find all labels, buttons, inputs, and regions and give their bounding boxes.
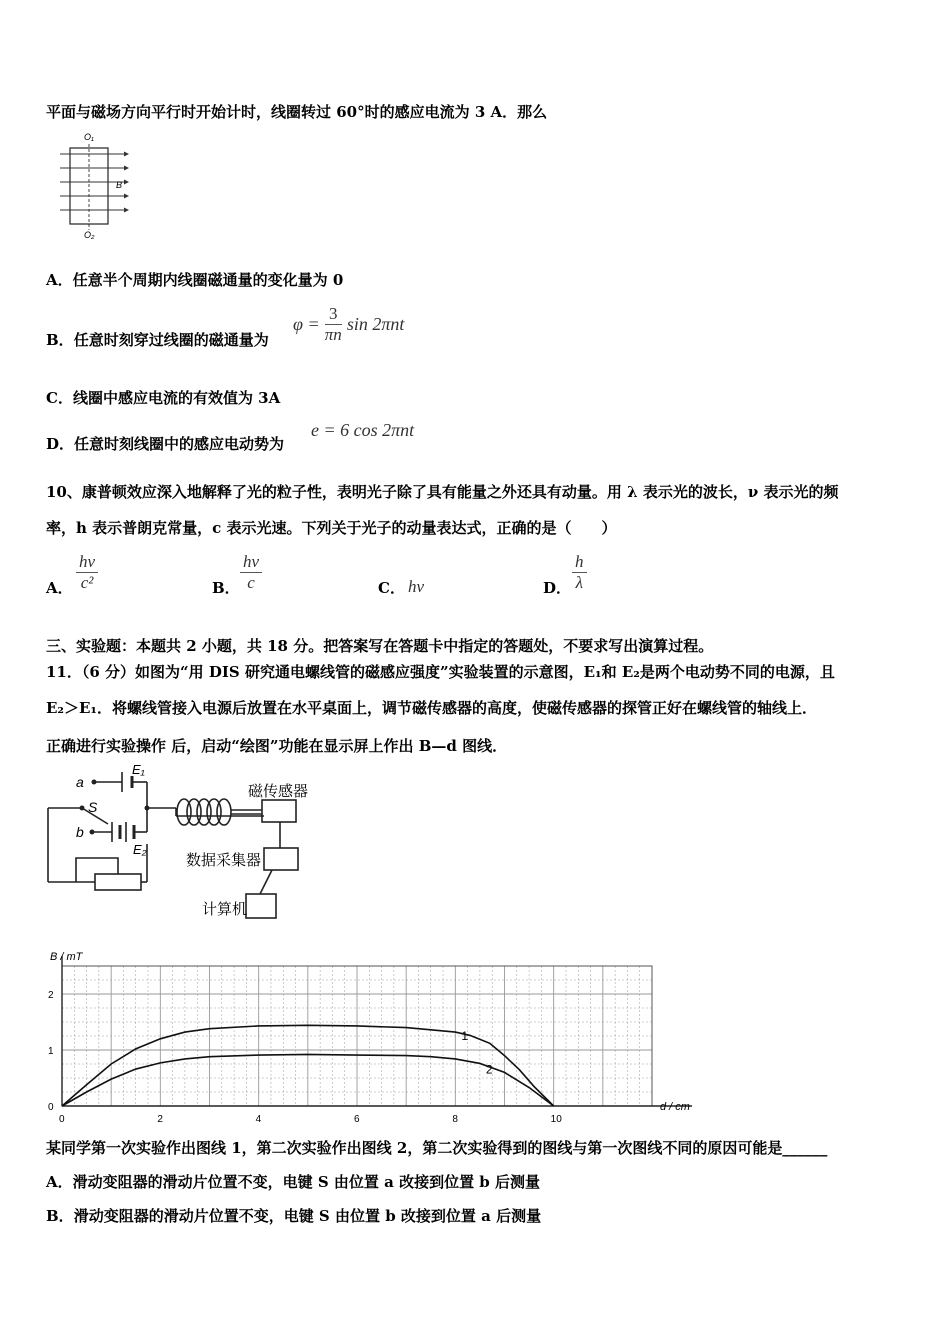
q11-option-b: B．滑动变阻器的滑动片位置不变，电键 S 由位置 b 改接到位置 a 后测量 xyxy=(46,1207,542,1225)
collector-label: 数据采集器 xyxy=(186,852,262,869)
solenoid xyxy=(177,799,262,825)
terminal-a xyxy=(92,780,97,785)
sensor-label: 磁传感器 xyxy=(248,783,309,800)
q9-option-d-formula: e = 6 cos 2πnt xyxy=(311,420,415,440)
q10-option-c-expr: hν xyxy=(408,577,425,596)
circuit-label-a: a xyxy=(76,774,84,790)
terminal-b xyxy=(90,830,95,835)
b-label: B xyxy=(116,180,123,190)
o1-label: O₁ xyxy=(84,132,94,142)
y-tick-label: 0 xyxy=(48,1102,54,1113)
q11-question: 某同学第一次实验作出图线 1，第二次实验作出图线 2，第二次实验得到的图线与第一次图线不同的原因可能是______ xyxy=(46,1139,828,1157)
x-tick-label: 8 xyxy=(452,1114,458,1125)
o2-label: O₂ xyxy=(84,230,95,240)
circuit-label-e1: E₁ xyxy=(132,762,145,777)
y-tick-label: 2 xyxy=(48,990,54,1001)
q9-option-d: D．任意时刻线圈中的感应电动势为 xyxy=(46,435,285,453)
q9-intro: 平面与磁场方向平行时开始计时，线圈转过 60°时的感应电流为 3 A．那么 xyxy=(46,103,548,121)
section-heading: 三、实验题：本题共 2 小题，共 18 分。把答案写在答题卡中指定的答题处，不要求写出演算过程。 xyxy=(46,637,714,655)
q10-option-b-label: B． xyxy=(212,579,240,597)
b-d-chart xyxy=(40,946,710,1132)
x-tick-label: 6 xyxy=(354,1114,360,1125)
series-label-2: 2 xyxy=(485,1062,493,1077)
q9-option-c: C．线圈中感应电流的有效值为 3A xyxy=(46,389,281,407)
answer-blank: ______ xyxy=(782,1139,828,1157)
x-tick-label: 0 xyxy=(59,1114,65,1125)
q10-option-d-label: D． xyxy=(543,579,572,597)
coil-figure xyxy=(56,128,136,240)
q11-line2: E₂＞E₁．将螺线管接入电源后放置在水平桌面上，调节磁传感器的高度，使磁传感器的探管正好在螺线管的轴线上． xyxy=(46,699,818,717)
q11-line1: 11．（6 分）如图为“用 DIS 研究通电螺线管的磁感应强度”实验装置的示意图，E₁和 E₂是两个电动势不同的电源，且 xyxy=(46,663,835,681)
x-axis-label: d / cm xyxy=(660,1101,690,1113)
circuit-label-s: S xyxy=(88,799,98,815)
q10-line2: 率，h 表示普朗克常量，c 表示光速。下列关于光子的动量表达式，正确的是（ ） xyxy=(46,519,617,537)
q11-option-a: A．滑动变阻器的滑动片位置不变，电键 S 由位置 a 改接到位置 b 后测量 xyxy=(46,1173,541,1191)
q10-option-a-label: A． xyxy=(46,579,73,597)
q9-option-b-formula: φ = $\frac{3}{\pi n}$ sin 2πnt xyxy=(293,304,405,344)
x-tick-label: 2 xyxy=(157,1114,163,1125)
q9-option-a: A．任意半个周期内线圈磁通量的变化量为 0 xyxy=(46,271,344,289)
switch-pivot xyxy=(80,806,85,811)
q10-option-d-expr: $\frac{h}{\lambda}$ xyxy=(572,552,587,593)
circuit-diagram xyxy=(40,762,330,928)
q9-option-b: B．任意时刻穿过线圈的磁通量为 xyxy=(46,331,269,349)
x-tick-label: 4 xyxy=(255,1114,262,1125)
q11-line3: 正确进行实验操作 后，启动“绘图”功能在显示屏上作出 B—d 图线． xyxy=(46,737,508,755)
q10-option-a-expr: $\frac{h\nu}{\text{c²}}$ xyxy=(76,552,98,593)
y-tick-label: 1 xyxy=(48,1046,54,1057)
y-axis-label: B / mT xyxy=(50,951,83,963)
circuit-label-b: b xyxy=(76,824,84,840)
q10-option-c-label: C． xyxy=(378,579,405,597)
q10-option-b-expr: $\frac{h\nu}{c}$ xyxy=(240,552,262,593)
circuit-label-e2: E₂ xyxy=(133,842,147,857)
series-label-1: 1 xyxy=(461,1029,469,1044)
x-tick-label: 10 xyxy=(550,1114,562,1125)
computer-label: 计算机 xyxy=(202,901,248,918)
q10-line1: 10、康普顿效应深入地解释了光的粒子性，表明光子除了具有能量之外还具有动量。用 λ 表示光的波长，ν 表示光的频 xyxy=(46,483,839,501)
